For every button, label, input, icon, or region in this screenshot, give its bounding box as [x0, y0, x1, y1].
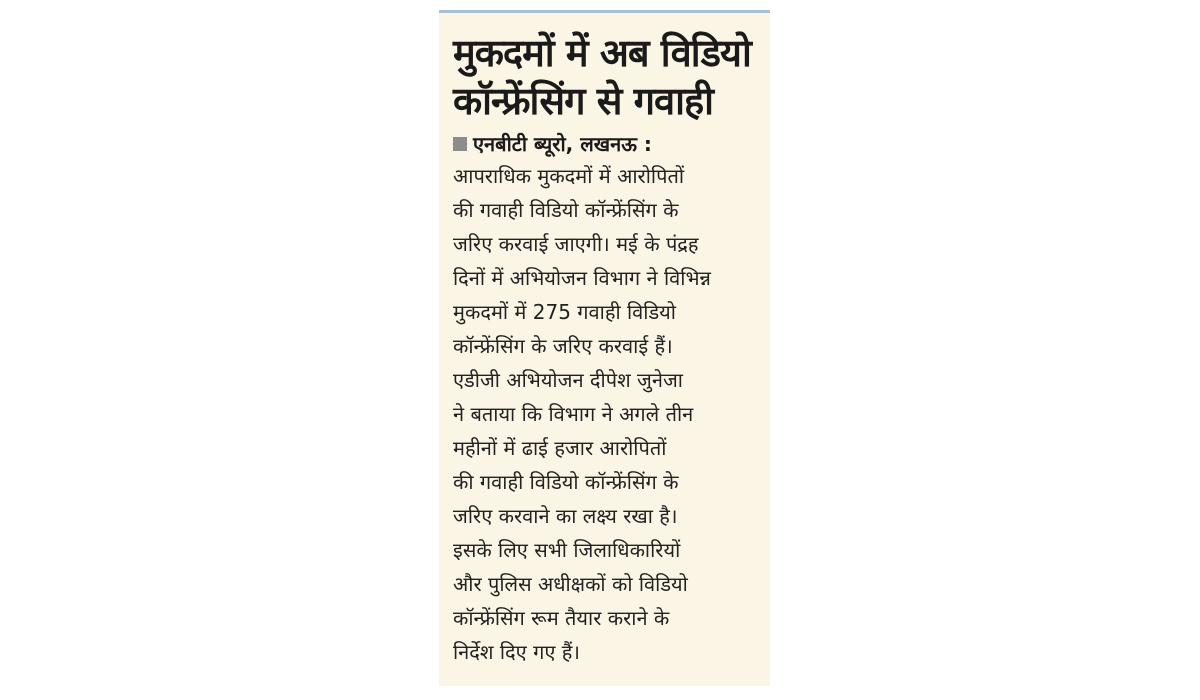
body-line: इसके लिए सभी जिलाधिकारियों	[453, 538, 681, 562]
body-line: कॉन्फ्रेंसिंग रूम तैयार कराने के	[453, 606, 670, 630]
byline	[453, 129, 760, 159]
body-line: निर्देश दिए गए हैं।	[453, 640, 580, 664]
byline-text: एनबीटी ब्यूरो, लखनऊ :	[473, 132, 652, 156]
headline-line-1: मुकदमों में अब विडियो	[453, 31, 751, 75]
headline	[453, 29, 760, 125]
article-body	[453, 159, 760, 669]
body-line: और पुलिस अधीक्षकों को विडियो	[453, 572, 688, 596]
top-rule	[439, 10, 770, 13]
body-line: आपराधिक मुकदमों में आरोपितों	[453, 164, 685, 188]
body-line: महीनों में ढाई हजार आरोपितों	[453, 436, 667, 460]
body-line: जरिए करवाई जाएगी। मई के पंद्रह	[453, 232, 699, 256]
body-line: कॉन्फ्रेंसिंग के जरिए करवाई हैं।	[453, 334, 673, 358]
body-line: एडीजी अभियोजन दीपेश जुनेजा	[453, 368, 683, 392]
body-line: मुकदमों में 275 गवाही विडियो	[453, 300, 676, 324]
body-line: की गवाही विडियो कॉन्फ्रेंसिंग के	[453, 470, 679, 494]
bullet-square-icon	[453, 137, 467, 151]
body-line: दिनों में अभियोजन विभाग ने विभिन्न	[453, 266, 711, 290]
body-line: की गवाही विडियो कॉन्फ्रेंसिंग के	[453, 198, 679, 222]
headline-line-2: कॉन्फ्रेंसिंग से गवाही	[453, 79, 713, 123]
body-line: जरिए करवाने का लक्ष्य रखा है।	[453, 504, 678, 528]
body-line: ने बताया कि विभाग ने अगले तीन	[453, 402, 694, 426]
news-clipping	[439, 10, 770, 686]
